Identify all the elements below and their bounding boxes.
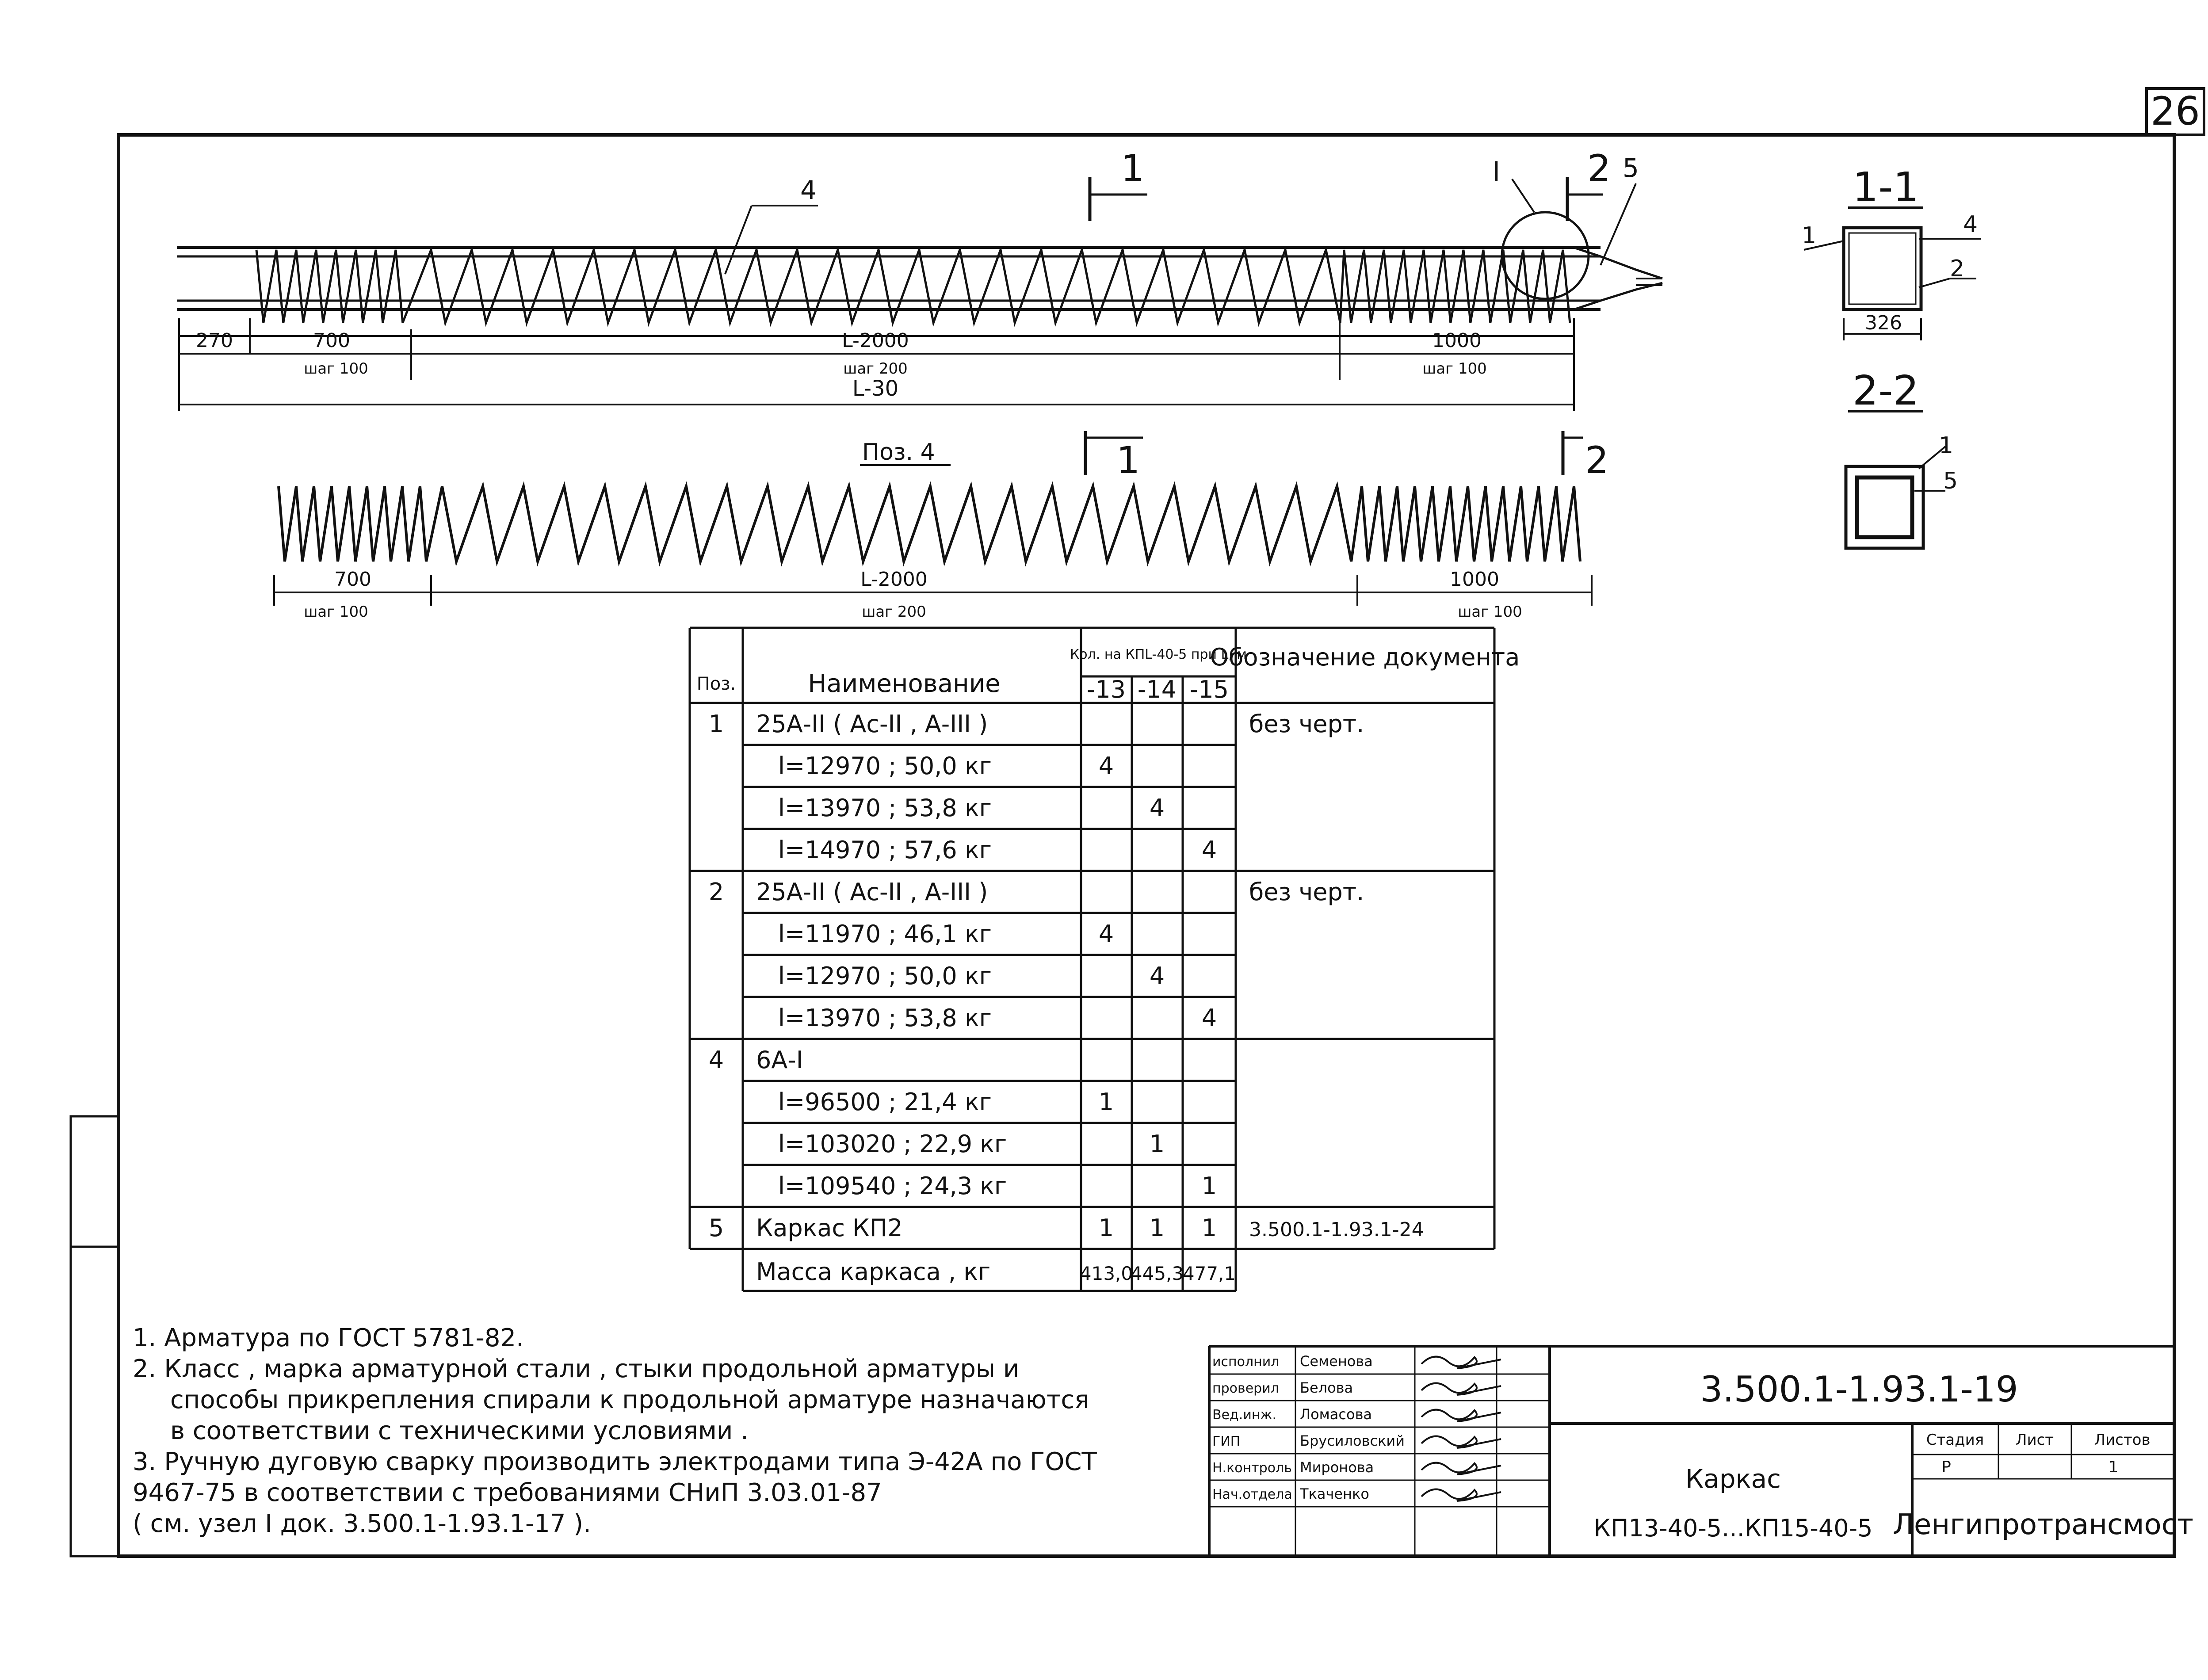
note-line-6: 9467-75 в соответствии с требованиями СНиП 3.03.01-87	[133, 1478, 882, 1507]
table-cell-name: 25А-II ( Ас-II , А-III )	[756, 710, 988, 738]
signature-role: исполнил	[1212, 1354, 1280, 1370]
note-line-7: ( см. узел I док. 3.500.1-1.93.1-17 ).	[133, 1509, 591, 1538]
table-cell-name: l=13970 ; 53,8 кг	[778, 1004, 992, 1032]
callout-2: 2	[1587, 147, 1611, 190]
section-1-1-label: 1-1	[1852, 164, 1919, 211]
signature-scribble	[1421, 1410, 1501, 1421]
note-line-4: в соответствии с техническими условиями .	[170, 1417, 749, 1445]
table-cell-qty-13: 4	[1098, 920, 1114, 948]
dim-1000: 1000	[1432, 329, 1482, 352]
section-1-callout-1: 1	[1802, 222, 1817, 249]
signature-name: Белова	[1300, 1379, 1353, 1396]
mass-13: 413,0	[1079, 1263, 1133, 1284]
callout-5: 5	[1623, 153, 1639, 183]
table-cell-qty-13: 4	[1098, 752, 1114, 780]
stage-value: Р	[1941, 1458, 1951, 1476]
pos4-zigzag	[279, 486, 1580, 561]
signature-role: Нач.отдела	[1212, 1487, 1292, 1502]
pos4-step-100-right: шаг 100	[1458, 603, 1522, 621]
section-1-callout-2: 2	[1950, 256, 1965, 282]
signature-scribble	[1421, 1383, 1501, 1395]
header-doc: Обозначение документа	[1210, 643, 1520, 671]
signature-scribble	[1421, 1489, 1501, 1501]
signature-scribble	[1421, 1436, 1501, 1448]
table-cell-pos: 4	[708, 1046, 724, 1074]
header-pos: Поз.	[696, 674, 736, 694]
section-2-callout-5: 5	[1943, 468, 1958, 494]
signature-name: Миронова	[1300, 1459, 1374, 1476]
table-cell-qty-15: 4	[1201, 1004, 1217, 1032]
table-cell-doc: без черт.	[1249, 710, 1364, 738]
table-cell-name: l=103020 ; 22,9 кг	[778, 1130, 1007, 1158]
signature-role: Вед.инж.	[1212, 1407, 1276, 1423]
note-line-1: 1. Арматура по ГОСТ 5781-82.	[133, 1324, 524, 1352]
section-1-width: 326	[1865, 312, 1902, 334]
signature-scribble	[1421, 1357, 1501, 1368]
note-line-2: 2. Класс , марка арматурной стали , стыки продольной арматуры и	[133, 1355, 1020, 1383]
table-cell-qty-15: 4	[1201, 836, 1217, 864]
header-qty-15: -15	[1189, 676, 1229, 703]
signature-name: Брусиловский	[1300, 1432, 1405, 1449]
section-1-1	[1802, 164, 1981, 340]
marks: КП13-40-5...КП15-40-5	[1593, 1514, 1873, 1542]
header-qty-group: Кол. на КПL-40-5 при L, м	[1070, 647, 1247, 662]
table-cell-qty-14: 4	[1149, 962, 1165, 990]
table-cell-qty-15: 1	[1201, 1214, 1217, 1242]
header-qty-14: -14	[1137, 676, 1177, 703]
section-1-callout-4: 4	[1963, 211, 1978, 238]
table-cell-name: 25А-II ( Ас-II , А-III )	[756, 878, 988, 906]
table-cell-qty-14: 4	[1149, 794, 1165, 822]
main-view	[177, 147, 1662, 411]
pos4-label: Поз. 4	[862, 439, 935, 466]
title-block	[1209, 1346, 2193, 1556]
dim-700: 700	[313, 329, 350, 352]
drawing-code: 3.500.1-1.93.1-19	[1700, 1369, 2018, 1410]
page-number: 26	[2151, 88, 2200, 134]
sheet-header: Лист	[2015, 1431, 2054, 1449]
spiral-zigzag	[256, 250, 1570, 323]
section-2-2	[1846, 367, 1958, 548]
table-cell-doc: без черт.	[1249, 878, 1364, 906]
table-cell-name: l=13970 ; 53,8 кг	[778, 794, 992, 822]
title: Каркас	[1685, 1464, 1781, 1494]
pos4-cut-2: 2	[1585, 439, 1609, 482]
section-2-2-label: 2-2	[1852, 367, 1919, 414]
mass-14: 445,3	[1130, 1263, 1184, 1284]
pos4-dim-700: 700	[334, 568, 371, 591]
dim-270: 270	[196, 329, 233, 352]
signature-name: Ткаченко	[1300, 1485, 1369, 1502]
table-cell-name: 6А-I	[756, 1046, 803, 1074]
dim-L-30: L-30	[852, 376, 899, 401]
note-line-5: 3. Ручную дуговую сварку производить электродами типа Э-42А по ГОСТ	[133, 1447, 1097, 1476]
stage-header: Стадия	[1926, 1431, 1984, 1449]
signature-role: Н.контроль	[1212, 1460, 1292, 1476]
table-cell-qty-13: 1	[1098, 1088, 1114, 1116]
table-cell-qty-15: 1	[1201, 1172, 1217, 1200]
sheets-header: Листов	[2094, 1431, 2151, 1449]
callout-1: 1	[1121, 147, 1145, 190]
binding-strip	[71, 1116, 118, 1556]
pos4-step-100-left: шаг 100	[304, 603, 368, 621]
table-cell-name: l=12970 ; 50,0 кг	[778, 962, 992, 990]
pos4-view	[274, 431, 1608, 621]
table-cell-pos: 2	[708, 878, 724, 906]
table-cell-pos: 1	[708, 710, 724, 738]
note-line-3: способы прикрепления спирали к продольной арматуре назначаются	[170, 1386, 1089, 1414]
mass-row-label: Масса каркаса , кг	[756, 1258, 991, 1286]
section-2-callout-1: 1	[1939, 432, 1954, 459]
step-100-left: шаг 100	[304, 360, 368, 378]
signature-scribble	[1421, 1463, 1501, 1474]
table-cell-name: l=96500 ; 21,4 кг	[778, 1088, 992, 1116]
dim-L-2000: L-2000	[842, 329, 909, 352]
step-200: шаг 200	[843, 360, 908, 378]
header-qty-13: -13	[1086, 676, 1126, 703]
signature-name: Ломасова	[1300, 1406, 1372, 1423]
callout-4: 4	[800, 175, 817, 205]
pos4-dim-L-2000: L-2000	[860, 568, 928, 591]
table-cell-qty-14: 1	[1149, 1214, 1165, 1242]
pos4-step-200: шаг 200	[862, 603, 926, 621]
table-cell-pos: 5	[708, 1214, 724, 1242]
table-cell-name: l=11970 ; 46,1 кг	[778, 920, 992, 948]
notes	[133, 1324, 1097, 1538]
sheets-value: 1	[2108, 1458, 2119, 1476]
callout-I: I	[1492, 156, 1501, 188]
table-cell-name: l=109540 ; 24,3 кг	[778, 1172, 1007, 1200]
signature-role: проверил	[1212, 1381, 1279, 1396]
table-cell-qty-14: 1	[1149, 1130, 1165, 1158]
spec-table	[690, 628, 1520, 1291]
header-name: Наименование	[808, 669, 1001, 698]
signature-role: ГИП	[1212, 1434, 1241, 1449]
table-cell-name: Каркас КП2	[756, 1214, 903, 1242]
table-cell-name: l=12970 ; 50,0 кг	[778, 752, 992, 780]
table-cell-doc: 3.500.1-1.93.1-24	[1249, 1218, 1424, 1241]
table-cell-name: l=14970 ; 57,6 кг	[778, 836, 992, 864]
signature-name: Семенова	[1300, 1353, 1373, 1370]
table-cell-qty-13: 1	[1098, 1214, 1114, 1242]
mass-15: 477,1	[1182, 1263, 1236, 1284]
step-100-right: шаг 100	[1422, 360, 1487, 378]
organization: Ленгипротрансмост	[1892, 1508, 2194, 1541]
pos4-dim-1000: 1000	[1450, 568, 1499, 591]
pos4-cut-1: 1	[1116, 439, 1140, 482]
